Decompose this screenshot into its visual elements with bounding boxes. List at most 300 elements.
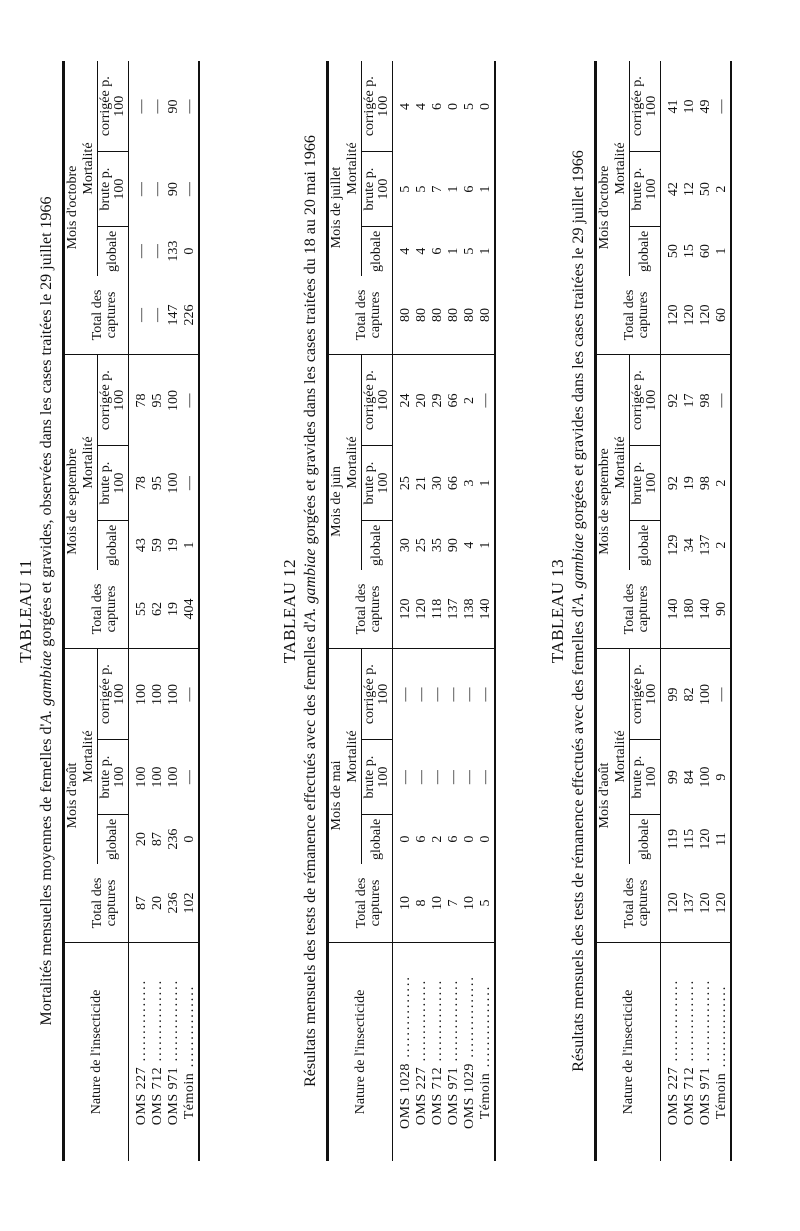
table-row	[414, 61, 430, 1161]
table-cell: 1	[478, 446, 495, 520]
table-cell: —	[129, 276, 151, 355]
table-cell: 10	[430, 864, 446, 943]
table-cell: 2	[430, 835, 445, 843]
row-label	[430, 943, 446, 1162]
table-cell: 20	[150, 864, 166, 943]
table-cell: 140	[698, 570, 714, 649]
table-cell: 100	[698, 766, 713, 788]
table-cell: —	[430, 770, 445, 785]
table-cell: 10	[462, 864, 478, 943]
table-cell: —	[182, 61, 199, 152]
tableau-13	[548, 61, 732, 1161]
insecticide-name: OMS 227	[134, 1066, 149, 1126]
table-cell: 21	[414, 476, 429, 491]
table-cell: 120	[661, 276, 683, 355]
caption-species: A. gambiae	[570, 533, 587, 607]
table-row	[462, 61, 478, 1161]
table-cell: 1	[182, 520, 199, 570]
insecticide-name: OMS 1029	[462, 1063, 477, 1129]
column-header-corrigee: corrigée p. 100	[362, 355, 393, 446]
row-label	[414, 943, 430, 1162]
table-cell: 2	[462, 396, 477, 404]
table-row	[182, 61, 199, 1161]
month-header: Mois de juin	[328, 355, 346, 649]
column-header-total: Total des captures	[345, 570, 393, 649]
insecticide-name: OMS 712	[682, 1066, 697, 1126]
column-header-mortalite: Mortalité	[613, 649, 630, 865]
column-header-mortalite: Mortalité	[345, 355, 362, 571]
table-cell: 87	[129, 864, 151, 943]
insecticide-name: OMS 712	[430, 1066, 445, 1126]
insecticide-name: OMS 971	[166, 1066, 181, 1126]
table-cell: 10	[682, 99, 697, 114]
table-cell: —	[478, 740, 495, 814]
table-cell: 66	[446, 476, 461, 491]
table-cell: —	[150, 244, 165, 259]
table-cell: 50	[666, 244, 681, 259]
table-cell: 66	[446, 393, 461, 408]
insecticide-name: OMS 971	[698, 1066, 713, 1126]
table-cell: 0	[182, 814, 199, 864]
leader-dots: ...............	[714, 984, 729, 1073]
table-cell: 80	[446, 276, 462, 355]
table-cell: —	[182, 740, 199, 814]
table-cell: —	[462, 770, 477, 785]
table-cell: 1	[478, 520, 495, 570]
table-title: TABLEAU 13	[548, 558, 567, 664]
insecticide-name: OMS 712	[150, 1066, 165, 1126]
table-cell: 30	[430, 476, 445, 491]
column-header-total: Total des captures	[81, 276, 129, 355]
column-header-mortalite: Mortalité	[613, 61, 630, 276]
table-cell: 60	[714, 276, 731, 355]
table-cell: 84	[682, 770, 697, 785]
table-cell: —	[134, 99, 149, 114]
table-row	[393, 61, 415, 1161]
table-cell: 60	[698, 244, 713, 259]
column-header-globale: globale	[630, 226, 661, 276]
table-row	[661, 61, 683, 1161]
table-cell: 1	[478, 152, 495, 226]
table-cell: 9	[714, 740, 731, 814]
table-cell: 80	[478, 276, 495, 355]
table-cell: 140	[478, 570, 495, 649]
column-header-brute: brute p. 100	[98, 740, 129, 814]
table-cell: 0	[398, 835, 413, 843]
column-header-mortalite: Mortalité	[345, 61, 362, 276]
table-cell: —	[182, 649, 199, 740]
table-cell: —	[714, 355, 731, 446]
table-row	[714, 61, 731, 1161]
month-header: Mois d'octobre	[64, 61, 82, 355]
month-header: Mois de septembre	[596, 355, 614, 649]
table-cell: —	[462, 687, 477, 702]
table-cell: 55	[129, 570, 151, 649]
table-cell: —	[714, 649, 731, 740]
table-cell: 87	[150, 832, 165, 847]
table-cell: 119	[666, 828, 681, 850]
table-cell: 100	[698, 683, 713, 705]
table-cell: 2	[714, 520, 731, 570]
column-header-brute: brute p. 100	[362, 446, 393, 520]
row-label	[393, 943, 415, 1162]
table-title: TABLEAU 12	[280, 558, 299, 664]
data-table	[326, 61, 496, 1161]
table-cell: —	[182, 355, 199, 446]
row-label	[462, 943, 478, 1162]
table-cell: 4	[414, 102, 429, 110]
table-cell: 6	[414, 835, 429, 843]
table-cell: 34	[682, 538, 697, 553]
column-header-globale: globale	[630, 520, 661, 570]
table-cell: —	[398, 770, 413, 785]
header-row	[596, 61, 614, 1161]
table-cell: 120	[698, 828, 713, 850]
table-cell: 90	[166, 99, 181, 114]
table-cell: 100	[166, 472, 181, 494]
column-header-globale: globale	[362, 226, 393, 276]
caption-species: A. gambiae	[302, 548, 319, 622]
month-header: Mois d'octobre	[596, 61, 614, 355]
table-cell: 115	[682, 828, 697, 850]
table-cell: 12	[682, 182, 697, 197]
leader-dots: ...............	[698, 978, 713, 1067]
table-cell: —	[714, 61, 731, 152]
table-cell: 59	[150, 538, 165, 553]
table-cell: 0	[446, 102, 461, 110]
table-cell: 95	[150, 476, 165, 491]
column-header-globale: globale	[98, 226, 129, 276]
table-cell: —	[150, 182, 165, 197]
column-header-corrigee: corrigée p. 100	[630, 649, 661, 740]
column-header-brute: brute p. 100	[630, 740, 661, 814]
table-cell: 35	[430, 538, 445, 553]
table-cell: 92	[666, 393, 681, 408]
table-cell: —	[430, 687, 445, 702]
table-cell: —	[182, 446, 199, 520]
column-header-brute: brute p. 100	[630, 446, 661, 520]
leader-dots: ...............	[398, 975, 413, 1064]
table-cell: 98	[698, 476, 713, 491]
table-cell: —	[398, 687, 413, 702]
table-cell: —	[182, 152, 199, 226]
table-cell: —	[414, 687, 429, 702]
column-header-brute: brute p. 100	[98, 446, 129, 520]
table-cell: 6	[446, 835, 461, 843]
table-cell: 7	[430, 185, 445, 193]
table-cell: 120	[414, 570, 430, 649]
leader-dots: ...............	[666, 978, 681, 1067]
table-cell: 80	[462, 276, 478, 355]
month-header: Mois d'août	[596, 649, 614, 943]
table-cell: 4	[462, 541, 477, 549]
column-header-total: Total des captures	[613, 864, 661, 943]
table-cell: 2	[714, 446, 731, 520]
table-cell: 90	[714, 570, 731, 649]
row-label	[661, 943, 683, 1162]
table-cell: 226	[182, 276, 199, 355]
table-cell: 100	[150, 766, 165, 788]
table-row	[430, 61, 446, 1161]
leader-dots: ...............	[182, 984, 197, 1073]
column-header-brute: brute p. 100	[362, 152, 393, 226]
table-cell: —	[478, 649, 495, 740]
row-label	[446, 943, 462, 1162]
table-cell: 99	[666, 687, 681, 702]
table-cell: 41	[666, 99, 681, 114]
column-header-corrigee: corrigée p. 100	[98, 61, 129, 152]
table-cell: 404	[182, 570, 199, 649]
row-label	[714, 943, 731, 1162]
column-header-mortalite: Mortalité	[345, 649, 362, 865]
caption-text: Résultats mensuels des tests de rémanence effectués avec des femelles d'	[570, 606, 587, 1072]
table-cell: 100	[166, 766, 181, 788]
caption-text: Résultats mensuels des tests de rémanence effectués avec des femelles d'	[302, 621, 319, 1087]
data-table	[62, 61, 200, 1161]
table-cell: 90	[166, 182, 181, 197]
tableau-12	[280, 61, 496, 1161]
column-header-mortalite: Mortalité	[613, 355, 630, 571]
column-header-mortalite: Mortalité	[81, 61, 98, 276]
column-header-nature: Nature de l'insecticide	[64, 943, 129, 1162]
table-row	[698, 61, 714, 1161]
table-cell: 118	[430, 570, 446, 649]
table-cell: 120	[714, 864, 731, 943]
table-cell: 24	[398, 393, 413, 408]
table-cell: 4	[398, 247, 413, 255]
insecticide-name: OMS 1028	[398, 1063, 413, 1129]
table-cell: 8	[414, 864, 430, 943]
column-header-total: Total des captures	[81, 864, 129, 943]
caption-text: gorgées et gravides, observées dans les cases traitées le 29 juillet 1966	[38, 196, 55, 651]
column-header-brute: brute p. 100	[362, 740, 393, 814]
table-cell: 95	[150, 393, 165, 408]
table-cell: 120	[698, 276, 714, 355]
table-cell: 50	[698, 182, 713, 197]
table-cell: 11	[714, 814, 731, 864]
table-cell: 100	[134, 683, 149, 705]
month-header: Mois de septembre	[64, 355, 82, 649]
insecticide-name: OMS 227	[414, 1066, 429, 1126]
row-label	[182, 943, 199, 1162]
table-cell: 82	[682, 687, 697, 702]
row-label	[682, 943, 698, 1162]
table-cell: —	[150, 276, 166, 355]
table-cell: 43	[134, 538, 149, 553]
table-cell: —	[446, 687, 461, 702]
table-cell: 140	[661, 570, 683, 649]
column-header-total: Total des captures	[613, 276, 661, 355]
insecticide-name: Témoin	[714, 1072, 729, 1120]
column-header-globale: globale	[98, 814, 129, 864]
column-header-globale: globale	[362, 520, 393, 570]
column-header-total: Total des captures	[345, 276, 393, 355]
leader-dots: ...............	[150, 978, 165, 1067]
table-cell: 100	[150, 683, 165, 705]
table-cell: 137	[446, 570, 462, 649]
table-cell: —	[150, 99, 165, 114]
header-row	[328, 61, 346, 1161]
table-cell: 1	[446, 247, 461, 255]
insecticide-name: Témoin	[182, 1072, 197, 1120]
row-label	[698, 943, 714, 1162]
table-cell: 80	[393, 276, 415, 355]
table-row	[682, 61, 698, 1161]
table-caption	[38, 61, 56, 1161]
table-row	[166, 61, 182, 1161]
table-title: TABLEAU 11	[16, 559, 35, 663]
table-cell: 129	[666, 534, 681, 556]
table-cell: 19	[682, 476, 697, 491]
leader-dots: ...............	[134, 978, 149, 1067]
table-cell: —	[446, 770, 461, 785]
table-cell: 1	[478, 226, 495, 276]
table-row	[129, 61, 151, 1161]
table-cell: 78	[134, 393, 149, 408]
table-cell: 120	[698, 864, 714, 943]
table-cell: 19	[166, 538, 181, 553]
month-header: Mois de mai	[328, 649, 346, 943]
table-cell: 25	[414, 538, 429, 553]
table-cell: 7	[446, 864, 462, 943]
data-table	[594, 61, 732, 1161]
column-header-total: Total des captures	[81, 570, 129, 649]
table-row	[478, 61, 495, 1161]
table-cell: 62	[150, 570, 166, 649]
table-cell: 80	[414, 276, 430, 355]
row-label	[166, 943, 182, 1162]
table-cell: 3	[462, 479, 477, 487]
table-cell: —	[134, 244, 149, 259]
table-cell: 5	[462, 247, 477, 255]
tableau-11	[16, 61, 200, 1161]
column-header-corrigee: corrigée p. 100	[630, 355, 661, 446]
insecticide-name: Témoin	[478, 1072, 493, 1120]
table-cell: 100	[134, 766, 149, 788]
table-cell: 1	[446, 185, 461, 193]
table-cell: 2	[714, 152, 731, 226]
table-cell: 20	[134, 832, 149, 847]
leader-dots: ...............	[430, 978, 445, 1067]
table-cell: 0	[478, 61, 495, 152]
column-header-corrigee: corrigée p. 100	[98, 649, 129, 740]
table-cell: 99	[666, 770, 681, 785]
column-header-corrigee: corrigée p. 100	[98, 355, 129, 446]
table-cell: 92	[666, 476, 681, 491]
column-header-globale: globale	[630, 814, 661, 864]
insecticide-name: OMS 971	[446, 1066, 461, 1126]
table-cell: 19	[166, 570, 182, 649]
table-row	[446, 61, 462, 1161]
table-cell: 78	[134, 476, 149, 491]
column-header-total: Total des captures	[345, 864, 393, 943]
table-cell: —	[414, 770, 429, 785]
table-cell: 17	[682, 393, 697, 408]
table-cell: 6	[430, 102, 445, 110]
table-cell: 5	[398, 185, 413, 193]
leader-dots: ...............	[166, 978, 181, 1067]
table-cell: 29	[430, 393, 445, 408]
column-header-total: Total des captures	[613, 570, 661, 649]
column-header-globale: globale	[362, 814, 393, 864]
table-cell: 102	[182, 864, 199, 943]
caption-text: gorgées et gravides dans les cases traitées du 18 au 20 mai 1966	[302, 135, 319, 549]
table-cell: 49	[698, 99, 713, 114]
table-cell: 5	[478, 864, 495, 943]
month-header: Mois de juillet	[328, 61, 346, 355]
column-header-mortalite: Mortalité	[81, 649, 98, 865]
table-cell: 147	[166, 276, 182, 355]
table-cell: 180	[682, 570, 698, 649]
column-header-corrigee: corrigée p. 100	[630, 61, 661, 152]
table-cell: 30	[398, 538, 413, 553]
table-cell: 236	[166, 828, 181, 850]
column-header-corrigee: corrigée p. 100	[362, 649, 393, 740]
column-header-brute: brute p. 100	[98, 152, 129, 226]
row-label	[478, 943, 495, 1162]
leader-dots: ...............	[478, 984, 493, 1073]
table-cell: 1	[714, 226, 731, 276]
table-cell: 80	[430, 276, 446, 355]
table-cell: 10	[393, 864, 415, 943]
table-cell: 137	[698, 534, 713, 556]
table-cell: 120	[393, 570, 415, 649]
leader-dots: ...............	[446, 978, 461, 1067]
table-cell: 25	[398, 476, 413, 491]
table-cell: 0	[462, 835, 477, 843]
table-cell: 138	[462, 570, 478, 649]
column-header-brute: brute p. 100	[630, 152, 661, 226]
column-header-globale: globale	[98, 520, 129, 570]
column-header-nature: Nature de l'insecticide	[596, 943, 661, 1162]
table-caption	[302, 61, 320, 1161]
leader-dots: ...............	[462, 975, 477, 1064]
table-cell: 120	[661, 864, 683, 943]
table-cell: 15	[682, 244, 697, 259]
table-cell: 0	[478, 814, 495, 864]
column-header-mortalite: Mortalité	[81, 355, 98, 571]
caption-text: gorgées et gravides dans les cases traitées le 29 juillet 1966	[570, 150, 587, 534]
column-header-corrigee: corrigée p. 100	[362, 61, 393, 152]
table-row	[150, 61, 166, 1161]
month-header: Mois d'août	[64, 649, 82, 943]
table-cell: 42	[666, 182, 681, 197]
header-row	[64, 61, 82, 1161]
table-cell: 90	[446, 538, 461, 553]
row-label	[150, 943, 166, 1162]
table-cell: 137	[682, 864, 698, 943]
row-label	[129, 943, 151, 1162]
table-cell: 120	[682, 276, 698, 355]
table-cell: 5	[414, 185, 429, 193]
insecticide-name: OMS 227	[666, 1066, 681, 1126]
column-header-nature: Nature de l'insecticide	[328, 943, 393, 1162]
table-cell: —	[134, 182, 149, 197]
table-cell: 4	[414, 247, 429, 255]
table-cell: 100	[166, 389, 181, 411]
table-cell: 133	[166, 240, 181, 262]
caption-species: A. gambiae	[38, 650, 55, 724]
table-cell: 6	[430, 247, 445, 255]
leader-dots: ...............	[414, 978, 429, 1067]
table-cell: 6	[462, 185, 477, 193]
table-cell: 100	[166, 683, 181, 705]
table-cell: 98	[698, 393, 713, 408]
table-cell: 0	[182, 226, 199, 276]
table-cell: 236	[166, 864, 182, 943]
table-cell: —	[478, 355, 495, 446]
table-cell: 20	[414, 393, 429, 408]
